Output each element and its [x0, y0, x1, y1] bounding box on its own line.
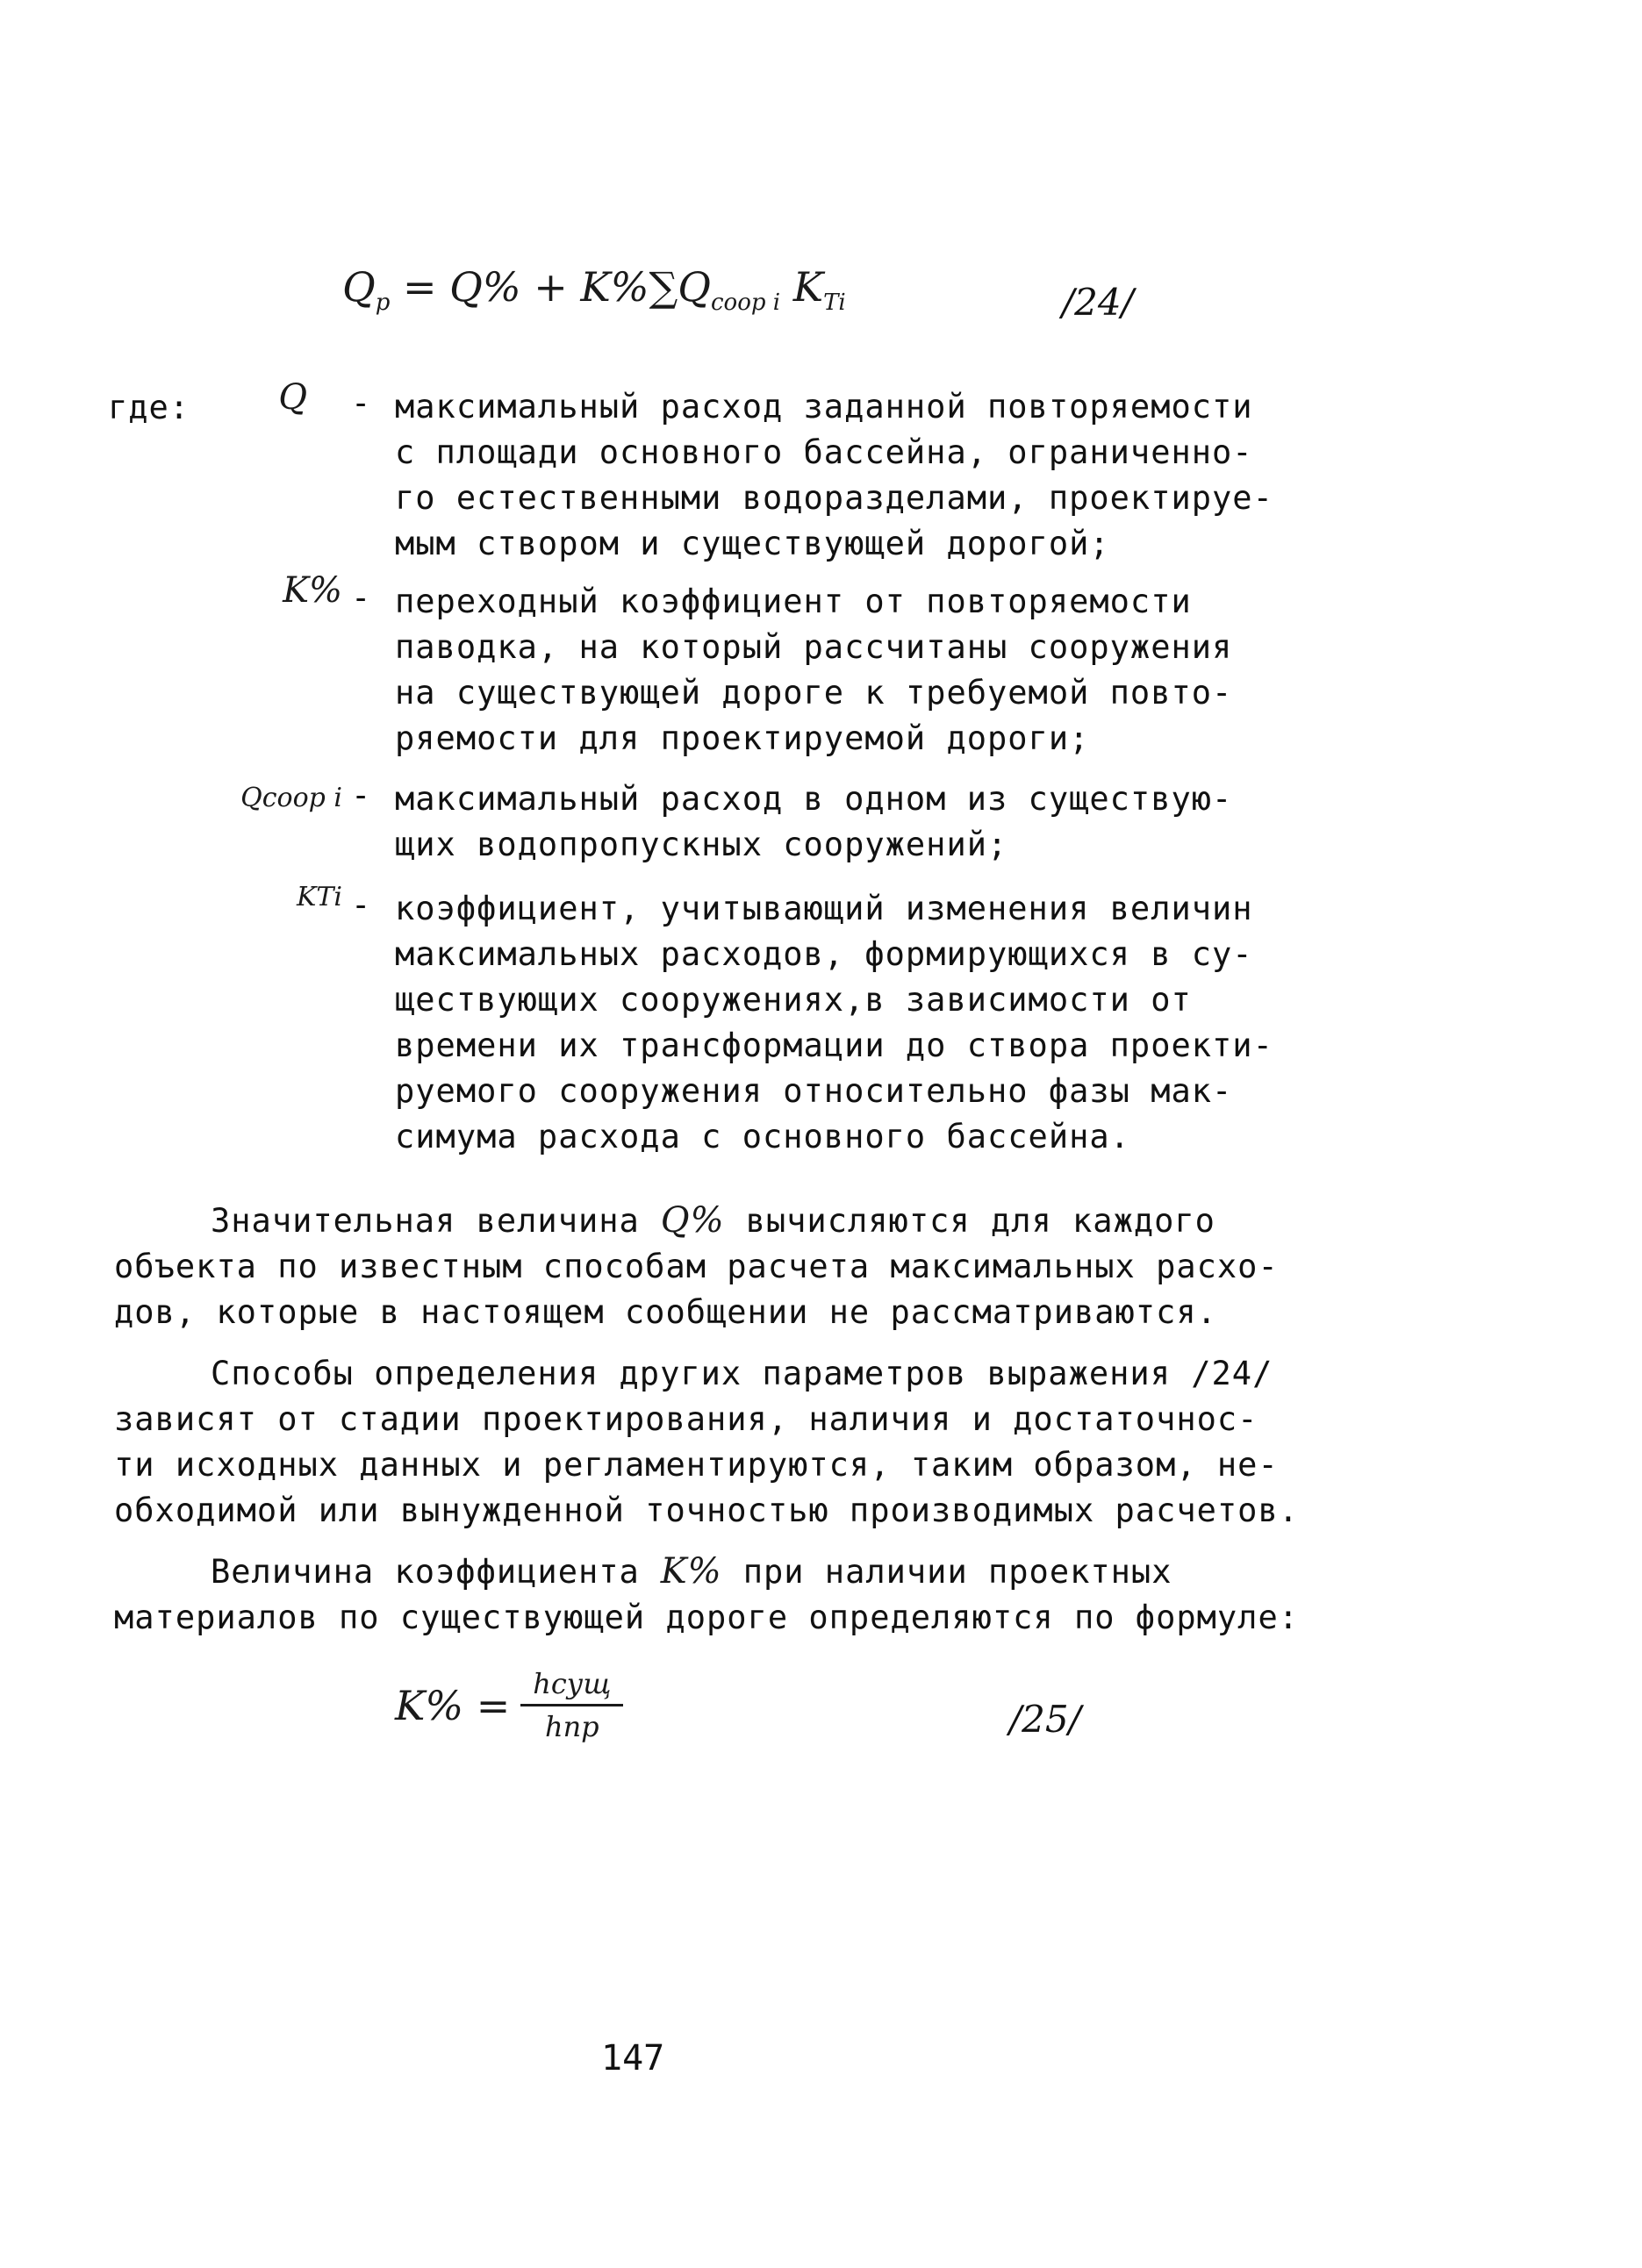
definition-dash: - [351, 384, 372, 422]
text-fragment: при наличии проектных [742, 1553, 1172, 1591]
text-line: ти исходных данных и регламентируются, таким образом, не- [114, 1446, 1279, 1484]
text-line: паводка, на который рассчитаны сооружения [395, 628, 1233, 666]
text-line: зависят от стадии проектирования, наличия и достаточнос- [114, 1400, 1258, 1438]
paragraph-q-percent [114, 1198, 1279, 1335]
definition-text-k-percent [395, 579, 1281, 762]
text-fragment: Способы определения других параметров выражения /24/ [211, 1355, 1273, 1392]
text-line: симума расхода с основного бассейна. [395, 1118, 1130, 1155]
formula-25 [395, 1667, 623, 1743]
text-line [114, 1351, 1273, 1397]
text-line: го естественными водоразделами, проектируе- [395, 479, 1273, 517]
page-number: 147 [601, 2038, 665, 2078]
formula-24-tail: K [780, 263, 824, 311]
text-line [114, 1198, 1255, 1244]
definition-dash: - [351, 579, 372, 617]
text-line: ществующих сооружениях,в зависимости от [395, 981, 1192, 1019]
definition-text-k-ti [395, 886, 1281, 1160]
definition-text-q [395, 384, 1281, 567]
text-line: мым створом и существующей дорогой; [395, 525, 1110, 562]
formula-24 [342, 263, 846, 316]
text-line: максимальный расход в одном из существую- [395, 780, 1233, 818]
text-line: руемого сооружения относительно фазы мак- [395, 1072, 1233, 1110]
text-line: на существующей дороге к требуемой повто- [395, 674, 1233, 712]
text-line: щих водопропускных сооружений; [395, 826, 1008, 863]
text-line: переходный коэффициент от повторяемости [395, 583, 1192, 620]
text-line: времени их трансформации до створа проекти- [395, 1027, 1273, 1064]
formula-24-tail-sub: Ti [823, 290, 846, 317]
text-line: материалов по существующей дороге определяются по формуле: [114, 1599, 1300, 1636]
formula-25-numerator: hсущ [533, 1667, 612, 1700]
text-line: обходимой или вынужденной точностью производимых расчетов. [114, 1492, 1300, 1529]
formula-25-lhs: K% = [395, 1681, 511, 1729]
text-line: ряемости для проектируемой дороги; [395, 719, 1090, 757]
text-line: с площади основного бассейна, ограниченно- [395, 433, 1253, 471]
paragraph-k-percent [114, 1549, 1300, 1641]
definition-symbol-k-ti: KTi [296, 882, 342, 912]
definition-symbol-q: Q [278, 377, 307, 418]
text-line: максимальных расходов, формирующихся в су- [395, 935, 1253, 973]
text-line: коэффициент, учитывающий изменения величин [395, 890, 1253, 927]
text-fragment: Величина коэффициента [211, 1553, 640, 1591]
inline-symbol-k-percent: K% [660, 1551, 722, 1592]
where-label: где: [108, 389, 190, 426]
text-line: максимальный расход заданной повторяемости [395, 388, 1253, 426]
text-line: объекта по известным способам расчета максимальных расхо- [114, 1248, 1279, 1285]
definition-dash: - [351, 886, 372, 924]
formula-24-lhs: Q [342, 263, 376, 311]
paragraph-methods [114, 1351, 1300, 1534]
text-fragment: вычисляются для каждого [745, 1202, 1215, 1240]
definition-symbol-k-percent: K% [283, 570, 342, 611]
equation-number-25: /25/ [1009, 1698, 1081, 1741]
formula-24-rhs: = Q% + K%∑Q [390, 263, 711, 311]
equation-number-24: /24/ [1062, 281, 1134, 324]
formula-24-lhs-sub: p [375, 290, 391, 317]
text-line: дов, которые в настоящем сообщении не рассматриваются. [114, 1293, 1217, 1331]
text-fragment: Значительная величина [211, 1202, 640, 1240]
formula-25-denominator: hпр [544, 1710, 599, 1743]
definition-dash: - [351, 776, 372, 814]
definition-symbol-q-coop: Qсоор i [240, 783, 342, 813]
inline-symbol-q-percent: Q% [660, 1200, 725, 1241]
definition-text-q-coop [395, 776, 1281, 868]
formula-24-rhs-sub: coop i [711, 290, 781, 317]
text-line [114, 1549, 1255, 1595]
formula-25-fraction [520, 1667, 623, 1743]
fraction-bar [520, 1704, 623, 1706]
